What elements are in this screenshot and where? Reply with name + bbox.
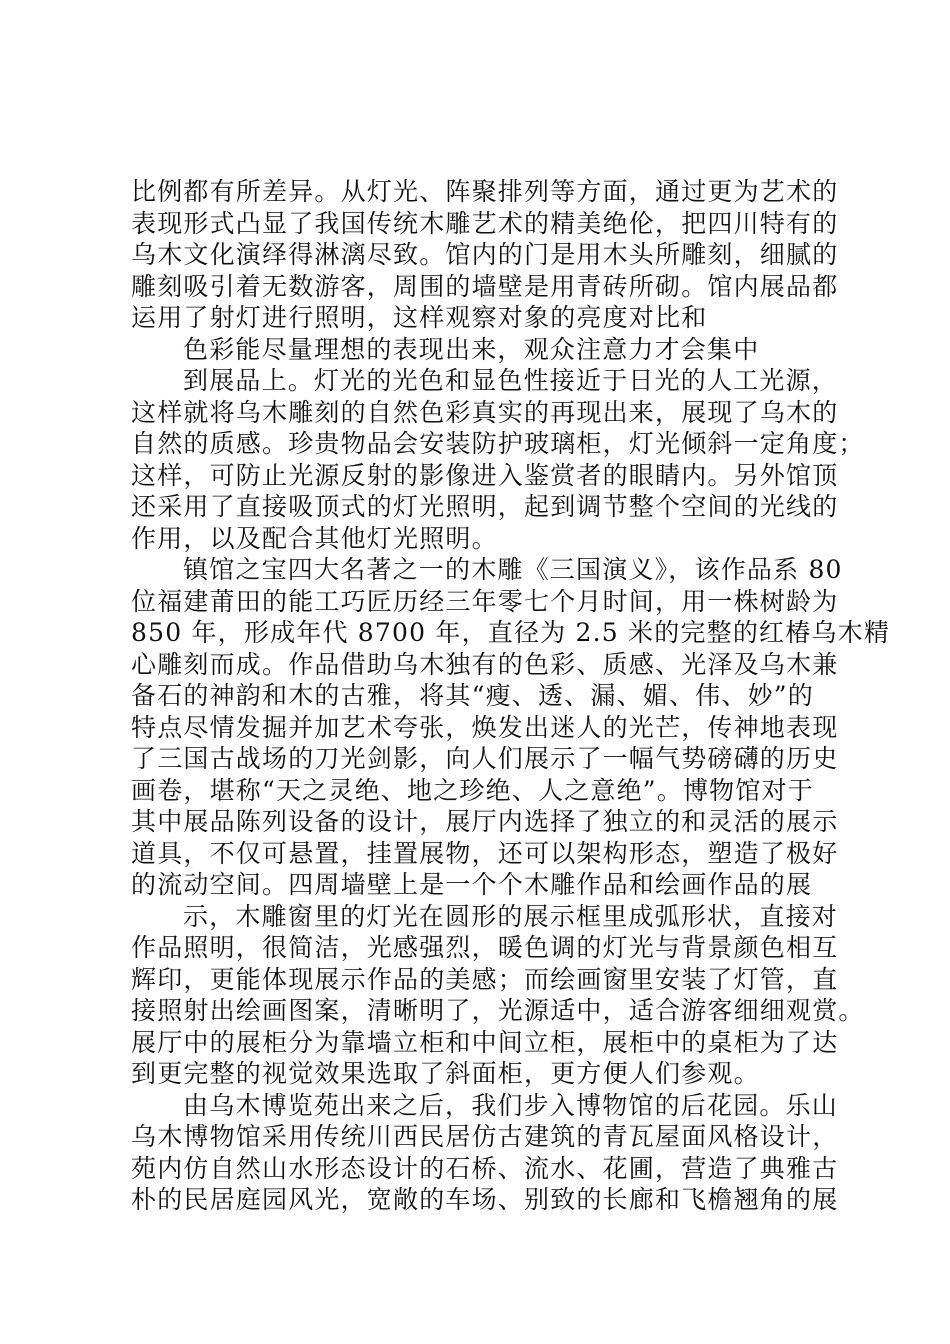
- text-line: 运用了射灯进行照明，这样观察对象的亮度对比和: [131, 303, 708, 332]
- text-line: 道具，不仅可悬置，挂置展物，还可以架构形态，塑造了极好: [131, 838, 839, 868]
- text-line: 心雕刻而成。作品借助乌木独有的色彩、质感、光泽及乌木兼: [131, 649, 839, 679]
- text-line: 苑内仿自然山水形态设计的石桥、流水、花圃，营造了典雅古: [131, 1153, 839, 1183]
- text-line: 朴的民居庭园风光，宽敞的车场、别致的长廊和飞檐翘角的展: [131, 1185, 839, 1214]
- text-line: 作用，以及配合其他灯光照明。: [131, 523, 498, 553]
- text-line: 接照射出绘画图案，清晰明了，光源适中，适合游客细细观赏。: [131, 996, 865, 1025]
- text-line: 展厅中的展柜分为靠墙立柜和中间立柜，展柜中的桌柜为了达: [131, 1027, 839, 1057]
- text-line: 比例都有所差异。从灯光、阵聚排列等方面，通过更为艺术的: [131, 177, 839, 206]
- text-line: 还采用了直接吸顶式的灯光照明，起到调节整个空间的光线的: [131, 492, 839, 521]
- text-line: 位福建莆田的能工巧匠历经三年零七个月时间，用一株树龄为: [131, 586, 839, 616]
- text-line: 了三国古战场的刀光剑影，向人们展示了一幅气势磅礴的历史: [131, 744, 839, 773]
- text-line: 画卷，堪称“天之灵绝、地之珍绝、人之意绝”。博物馆对于: [131, 775, 814, 805]
- text-line: 的流动空间。四周墙壁上是一个个木雕作品和绘画作品的展: [131, 870, 813, 899]
- text-line: 表现形式凸显了我国传统木雕艺术的精美绝伦，把四川特有的: [131, 208, 839, 238]
- text-line: 备石的神韵和木的古雅，将其“瘦、透、漏、媚、伟、妙”的: [131, 681, 814, 710]
- text-line: 辉印，更能体现展示作品的美感；而绘画窗里安装了灯管，直: [131, 964, 839, 994]
- text-line: 雕刻吸引着无数游客，周围的墙壁是用青砖所砌。馆内展品都: [131, 271, 839, 301]
- text-line: 色彩能尽量理想的表现出来，观众注意力才会集中: [183, 334, 760, 364]
- text-line: 到更完整的视觉效果选取了斜面柜，更方便人们参观。: [131, 1059, 760, 1088]
- text-line: 850 年，形成年代 8700 年，直径为 2.5 米的完整的红椿乌木精: [131, 618, 891, 647]
- text-line: 特点尽情发掘并加艺术夸张，焕发出迷人的光芒，传神地表现: [131, 712, 839, 742]
- body-text: [131, 176, 891, 1216]
- text-line: 自然的质感。珍贵物品会安装防护玻璃柜，灯光倾斜一定角度；: [131, 429, 865, 458]
- text-line: 这样就将乌木雕刻的自然色彩真实的再现出来，展现了乌木的: [131, 397, 839, 427]
- text-line: 乌木文化演绎得淋漓尽致。馆内的门是用木头所雕刻，细腻的: [131, 240, 839, 269]
- text-line: 其中展品陈列设备的设计，展厅内选择了独立的和灵活的展示: [131, 807, 839, 836]
- text-line: 镇馆之宝四大名著之一的木雕《三国演义》，该作品系 80: [183, 555, 843, 584]
- text-line: 示，木雕窗里的灯光在圆形的展示框里成弧形状，直接对: [183, 901, 839, 931]
- text-line: 这样，可防止光源反射的影像进入鉴赏者的眼睛内。另外馆顶: [131, 460, 839, 490]
- text-line: 作品照明，很简洁，光感强烈，暖色调的灯光与背景颜色相互: [131, 933, 839, 962]
- text-line: 到展品上。灯光的光色和显色性接近于日光的人工光源，: [183, 366, 839, 395]
- text-line: 乌木博物馆采用传统川西民居仿古建筑的青瓦屋面风格设计，: [131, 1122, 839, 1151]
- text-line: 由乌木博览苑出来之后，我们步入博物馆的后花园。乐山: [183, 1090, 839, 1120]
